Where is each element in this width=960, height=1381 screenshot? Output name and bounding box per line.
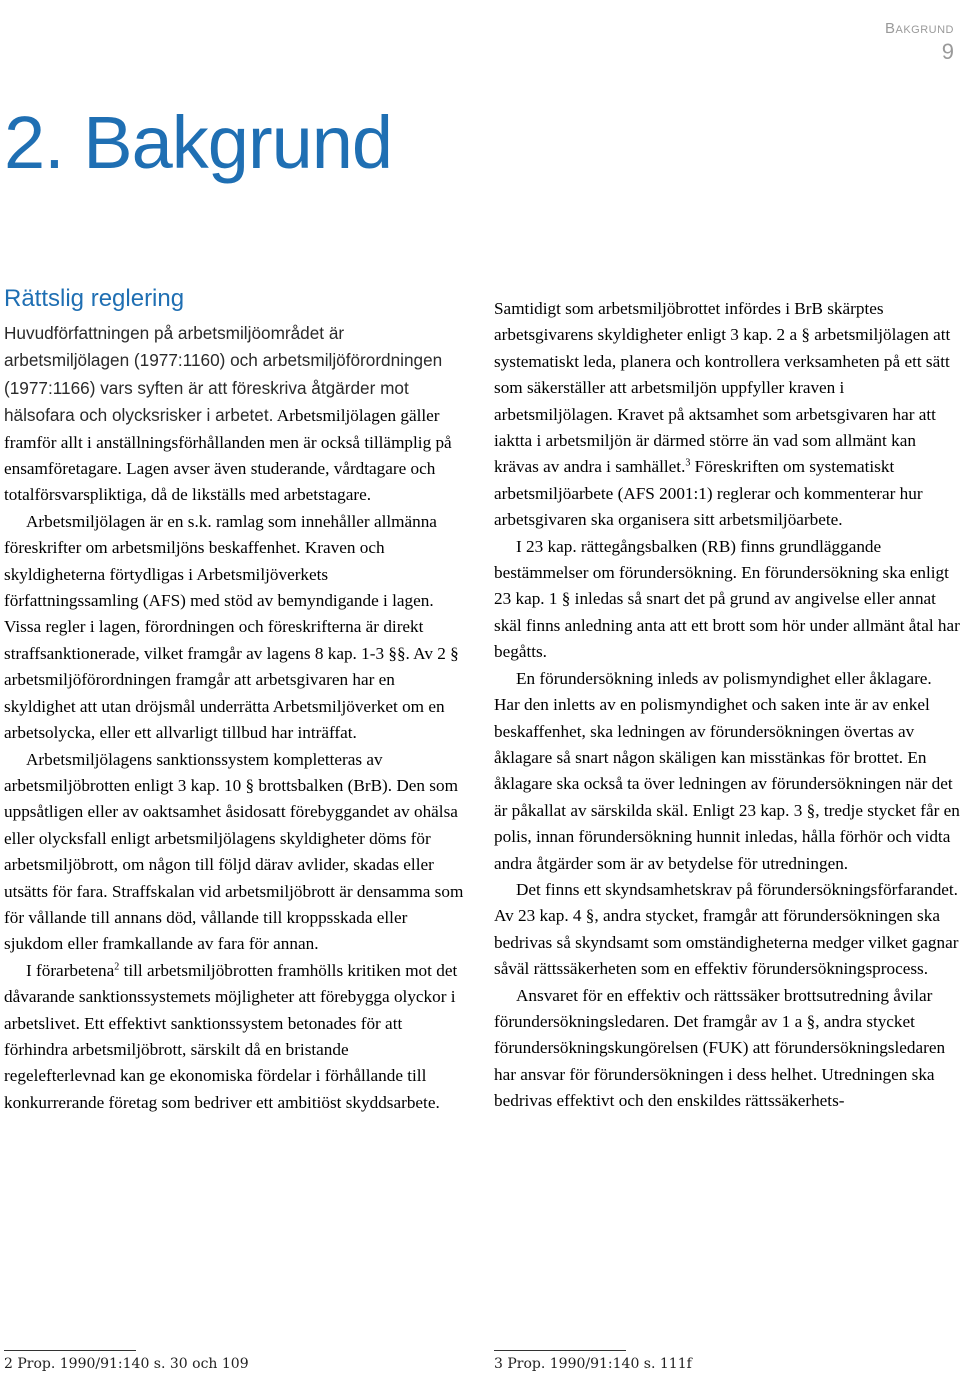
footnote-3: 3 Prop. 1990/91:140 s. 111f — [494, 1356, 692, 1372]
right-paragraph-1 — [494, 296, 960, 534]
footnote-divider-right — [494, 1350, 626, 1351]
left-paragraph-4-start: I förarbetena — [26, 960, 115, 980]
lead-text: Huvudförfattningen på arbetsmiljöområdet är arbetsmiljölagen (1977:1160) och arbetsmiljöförordningen (1977:1166) vars syften är att föreskriva åtgärder mot hälsofara och olycksrisker i arbetet. — [4, 323, 443, 426]
section-heading: Rättslig reglering — [4, 285, 185, 312]
left-paragraph-3: Arbetsmiljölagens sanktionssystem kompletteras av arbetsmiljöbrotten enligt 3 kap. 10 § brottsbalken (BrB). Den som uppsåtligen eller av oaktsamhet åsidosatt förebyggandet av ohälsa eller olycksfall enligt arbetsmiljölagens skyldigheter döms för arbetsmiljöbrott, om någon till följd därav avlider, skadas eller utsätts för fara. Straffskalan vid arbetsmiljöbrott är densamma som för vållande till annans död, vållande till kroppsskada eller sjukdom eller framkallande av fara för annan. — [4, 749, 464, 954]
right-paragraph-5: Ansvaret för en effektiv och rättssäker brottsutredning åvilar förundersökningsledaren. Det framgår av 1 a §, andra stycket förundersökningskungörelsen (FUK) att förundersökningsledaren har ansvar för förundersökningen i dess helhet. Utredningen ska bedrivas effektivt och den enskildes rättssäkerhets- — [494, 985, 946, 1111]
right-paragraph-4: Det finns ett skyndsamhetskrav på förundersökningsförfarandet. Av 23 kap. 4 §, andra stycket, framgår att förundersökningen ska bedrivas så skyndsamt som omständigheterna medger vilket gagnar såväl rättssäkerheten som en effektiv förundersökningsprocess. — [494, 879, 959, 979]
right-paragraph-1-end: Föreskriften om systematiskt arbetsmiljöarbete (AFS 2001:1) reglerar och kommenterar hur arbetsgivaren ska organisera sitt arbetsmiljöarbete. — [494, 457, 923, 530]
left-column — [4, 284, 464, 1116]
running-head — [885, 20, 954, 65]
page-number: 9 — [941, 39, 954, 64]
running-head-section: Bakgrund — [884, 20, 954, 37]
right-paragraph-1-start: Samtidigt som arbetsmiljöbrottet infördes i BrB skärptes arbetsgivarens skyldigheter enligt 3 kap. 2 a § arbetsmiljölagen att systematiskt leda, planera och kontrollera verksamheten på ett sätt som säkerställer att arbetsmiljön uppfyller kraven i arbetsmiljölagen. Kravet på aktsamhet som arbetsgivaren har att iakttа i arbetsmiljön är därmed större än vad som allmänt kan krävas av andra i samhället. — [494, 299, 951, 477]
footnote-2: 2 Prop. 1990/91:140 s. 30 och 109 — [4, 1356, 249, 1372]
left-paragraph-4-end: till arbetsmiljöbrotten framhölls kritiken mot det dåvarande sanktionssystemets möjligheter att förebygga olyckor i arbetslivet. Ett effektivt sanktionssystem betonades för att förhindra arbetsmiljöbrott, särskilt då en bristande regelefterlevnad kan ge ekonomiska fördelar i förhållande till konkurrerande företag som bedriver ett ambitiöst skyddsarbete. — [4, 960, 458, 1112]
left-paragraph-4 — [4, 958, 464, 1116]
left-paragraph-2: Arbetsmiljölagen är en s.k. ramlag som innehåller allmänna föreskrifter om arbetsmiljöns beskaffenhet. Kraven och skyldigheterna förtydligas i Arbetsmiljöverkets författningssamling (AFS) med stöd av bemyndigande i lagen. Vissa regler i lagen, förordningen och föreskrifterna är direkt straffsanktionerade, vilket framgår av lagens 8 kap. 1-3 §§. Av 2 § arbetsmiljöförordningen framgår att arbetsgivaren har en skyldighet att utan dröjsmål underrätta Arbetsmiljöverket om en arbetsolycka, eller ett allvarligt tillbud har inträffat. — [4, 511, 459, 743]
left-paragraph-1-rest: Arbetsmiljölagen gäller framför allt i anställningsförhållanden men är också tillämplig på ensamföretagare. Lagen avser även studerande, vårdtagare och totalförsvarspliktiga, då de likställs med arbetstagare. — [4, 406, 452, 505]
footnote-ref-3[interactable]: 3 — [685, 457, 691, 469]
left-paragraph-1 — [4, 320, 464, 509]
footnote-ref-2[interactable]: 2 — [114, 961, 120, 973]
right-paragraph-3: En förundersökning inleds av polismyndighet eller åklagare. Har den inletts av en polismyndighet och saken inte är av enkel beskaffenhet, ska ledningen av förundersökningen övertas av åklagare så snart någon skäligen kan misstänkas för brottet. En åklagare ska också ta över ledningen av förundersökningen när det är påkallat av särskilda skäl. Enligt 23 kap. 3 §, tredje stycket får en polis, innan förundersökning hunnit inledas, hålla förhör och vidta andra åtgärder som är av betydelse för utredningen. — [494, 668, 960, 873]
right-paragraph-2: I 23 kap. rättegångsbalken (RB) finns grundläggande bestämmelser om förundersökning. En förundersökning ska enligt 23 kap. 1 § inledas så snart det på grund av angivelse eller annat skäl finns anledning anta att ett brott som hör under allmänt åtal har begåtts. — [494, 536, 960, 662]
footnote-divider-left — [4, 1350, 136, 1351]
right-column — [494, 296, 960, 1115]
chapter-title: 2. Bakgrund — [4, 101, 393, 184]
